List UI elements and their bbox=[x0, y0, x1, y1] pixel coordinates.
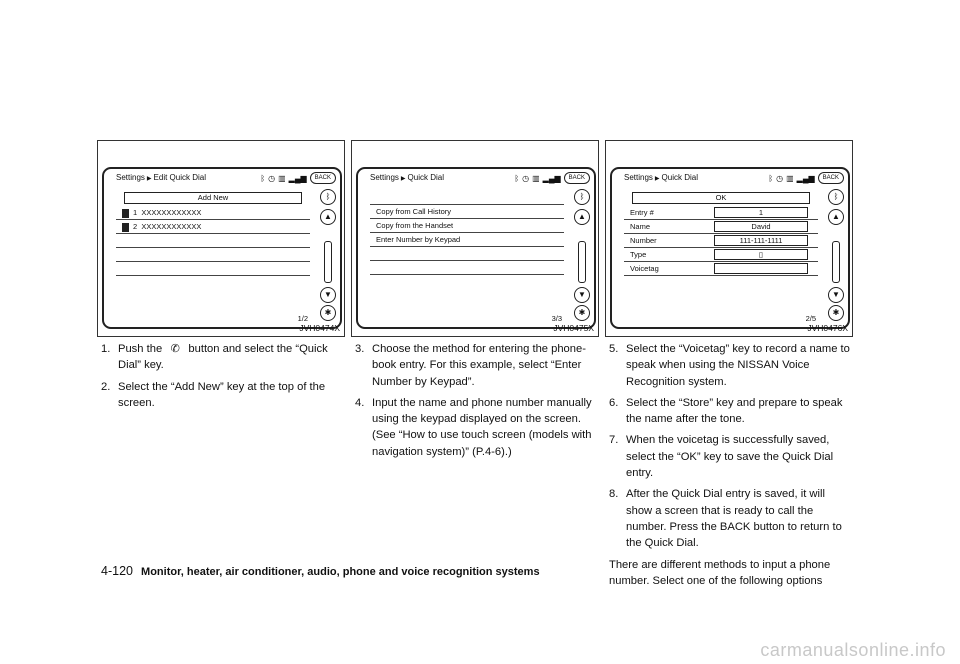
status-icons bbox=[260, 172, 336, 184]
step-7 bbox=[609, 432, 854, 481]
field-label: Entry # bbox=[630, 208, 654, 217]
entry-number-row[interactable] bbox=[624, 206, 818, 220]
scroll-down-icon[interactable]: ▼ bbox=[320, 287, 336, 303]
scroll-up-icon[interactable]: ▲ bbox=[320, 209, 336, 225]
entry-text: XXXXXXXXXXXX bbox=[141, 222, 202, 231]
step-number: 7. bbox=[609, 434, 619, 447]
entry-number: 1 bbox=[133, 208, 138, 217]
bluetooth-circle-icon[interactable]: ᛒ bbox=[828, 189, 844, 205]
back-button[interactable]: BACK bbox=[310, 172, 336, 184]
back-button[interactable]: BACK bbox=[564, 172, 590, 184]
entry-list bbox=[116, 191, 310, 276]
list-item[interactable] bbox=[116, 234, 310, 248]
step-8 bbox=[609, 486, 854, 551]
breadcrumb-settings[interactable]: Settings bbox=[624, 173, 653, 182]
list-item[interactable] bbox=[116, 262, 310, 276]
figure-caption: JVH0475X bbox=[553, 323, 594, 333]
scroll-up-icon[interactable]: ▲ bbox=[828, 209, 844, 225]
breadcrumb-settings[interactable]: Settings bbox=[116, 173, 145, 182]
step-1-post: button and select the “Quick Dial” key. bbox=[118, 343, 328, 372]
page-footer bbox=[101, 564, 540, 578]
screen-frame bbox=[610, 167, 850, 329]
step-6 bbox=[609, 395, 854, 428]
scroll-down-icon[interactable]: ▼ bbox=[574, 287, 590, 303]
bluetooth-circle-icon[interactable]: ᛒ bbox=[320, 189, 336, 205]
scrollbar[interactable] bbox=[324, 241, 332, 283]
bluetooth-icon: ᛒ bbox=[514, 173, 520, 183]
copy-handset-item[interactable]: Copy from the Handset bbox=[370, 219, 564, 233]
step-8-text: After the Quick Dial entry is saved, it will show a screen that is ready to call the number. Press the BACK button to return to the Quick Dial. bbox=[626, 488, 842, 550]
column-1-text bbox=[101, 341, 346, 416]
back-button[interactable]: BACK bbox=[818, 172, 844, 184]
step-1-pre: Push the bbox=[118, 343, 163, 355]
add-new-button[interactable]: Add New bbox=[124, 192, 302, 204]
method-list bbox=[370, 191, 564, 275]
step-4 bbox=[355, 395, 600, 460]
breadcrumb-current: Edit Quick Dial bbox=[153, 173, 206, 182]
figure-caption: JVH0474X bbox=[299, 323, 340, 333]
breadcrumb-current: Quick Dial bbox=[407, 173, 444, 182]
entry-number-field[interactable]: 1 bbox=[714, 207, 808, 218]
settings-circle-icon[interactable]: ✱ bbox=[320, 305, 336, 321]
step-6-text: Select the “Store” key and prepare to speak the name after the tone. bbox=[626, 396, 843, 426]
step-4-text: Input the name and phone number manually using the keypad displayed on the screen. (See “How to use touch screen (models with navigation system)” (P.4-6).) bbox=[372, 396, 592, 458]
phone-status-icon: ◷ bbox=[268, 173, 276, 183]
ok-button[interactable]: OK bbox=[632, 192, 810, 204]
bluetooth-circle-icon[interactable]: ᛒ bbox=[574, 189, 590, 205]
column-3-text bbox=[609, 341, 854, 589]
field-label: Type bbox=[630, 250, 647, 259]
scroll-up-icon[interactable]: ▲ bbox=[574, 209, 590, 225]
entry-text: XXXXXXXXXXXX bbox=[141, 208, 202, 217]
name-field[interactable]: David bbox=[714, 221, 808, 232]
breadcrumb-arrow-icon: ▶ bbox=[146, 176, 152, 182]
scroll-down-icon[interactable]: ▼ bbox=[828, 287, 844, 303]
step-5 bbox=[609, 341, 854, 390]
page-indicator: 1/2 bbox=[297, 314, 308, 323]
name-row[interactable] bbox=[624, 220, 818, 234]
phone-icon: ✆ bbox=[170, 343, 180, 355]
field-label: Name bbox=[630, 222, 651, 231]
signal-icon: ▂▄▆ bbox=[288, 173, 307, 183]
bluetooth-icon: ᛒ bbox=[768, 173, 774, 183]
step-number: 3. bbox=[355, 343, 365, 355]
settings-circle-icon[interactable]: ✱ bbox=[574, 305, 590, 321]
contact-icon bbox=[122, 223, 129, 232]
signal-icon: ▂▄▆ bbox=[542, 173, 561, 183]
field-label: Voicetag bbox=[630, 264, 659, 273]
list-item[interactable] bbox=[116, 220, 310, 234]
voicetag-field[interactable] bbox=[714, 263, 808, 274]
page-indicator: 3/3 bbox=[551, 314, 562, 323]
step-1 bbox=[101, 341, 346, 374]
breadcrumb-arrow-icon: ▶ bbox=[654, 176, 660, 182]
column-2-text bbox=[355, 341, 600, 465]
field-label: Number bbox=[630, 236, 657, 245]
entry-number: 2 bbox=[133, 222, 138, 231]
watermark[interactable]: carmanualsonline.info bbox=[760, 640, 946, 660]
figure-caption: JVH0476X bbox=[807, 323, 848, 333]
phone-status-icon: ◷ bbox=[776, 173, 784, 183]
breadcrumb-arrow-icon: ▶ bbox=[400, 176, 406, 182]
step-number: 6. bbox=[609, 396, 619, 409]
step-5-text: Select the “Voicetag” key to record a name to speak when using the NISSAN Voice Recognition system. bbox=[626, 343, 850, 388]
screen-frame bbox=[102, 167, 342, 329]
list-item[interactable] bbox=[370, 247, 564, 261]
step-number: 2. bbox=[101, 380, 111, 393]
page-indicator: 2/5 bbox=[805, 314, 816, 323]
number-row[interactable] bbox=[624, 234, 818, 248]
step-2-text: Select the “Add New” key at the top of the screen. bbox=[118, 380, 326, 409]
scrollbar[interactable] bbox=[832, 241, 840, 283]
step-7-text: When the voicetag is successfully saved, select the “OK” key to save the Quick Dial entry. bbox=[626, 434, 834, 480]
options-paragraph: There are different methods to input a phone number. Select one of the following options bbox=[609, 558, 831, 587]
settings-circle-icon[interactable]: ✱ bbox=[828, 305, 844, 321]
type-row[interactable] bbox=[624, 248, 818, 262]
list-item[interactable] bbox=[370, 191, 564, 205]
step-2 bbox=[101, 379, 346, 412]
status-icons bbox=[514, 172, 590, 184]
step-number: 4. bbox=[355, 396, 365, 409]
copy-call-history-item[interactable]: Copy from Call History bbox=[370, 205, 564, 219]
breadcrumb-settings[interactable]: Settings bbox=[370, 173, 399, 182]
screen-frame bbox=[356, 167, 596, 329]
enter-keypad-item[interactable]: Enter Number by Keypad bbox=[370, 233, 564, 247]
figure-quick-dial-entry bbox=[605, 140, 853, 337]
section-title: Monitor, heater, air conditioner, audio, phone and voice recognition systems bbox=[141, 566, 540, 578]
scrollbar[interactable] bbox=[578, 241, 586, 283]
list-item[interactable] bbox=[116, 206, 310, 220]
step-number: 8. bbox=[609, 488, 619, 501]
step-number: 1. bbox=[101, 343, 111, 355]
number-field[interactable]: 111-111-1111 bbox=[714, 235, 808, 246]
list-item[interactable] bbox=[370, 261, 564, 275]
figure-edit-quick-dial bbox=[97, 140, 345, 337]
signal-icon: ▂▄▆ bbox=[796, 173, 815, 183]
figure-quick-dial-methods bbox=[351, 140, 599, 337]
step-3 bbox=[355, 341, 600, 390]
breadcrumb-current: Quick Dial bbox=[661, 173, 698, 182]
step-number: 5. bbox=[609, 343, 619, 355]
status-icons bbox=[768, 172, 844, 184]
phone-status-icon: ◷ bbox=[522, 173, 530, 183]
list-item[interactable] bbox=[116, 248, 310, 262]
type-field[interactable]: ▯ bbox=[714, 249, 808, 260]
contact-icon bbox=[122, 209, 129, 218]
battery-icon: ▥ bbox=[786, 173, 794, 183]
battery-icon: ▥ bbox=[532, 173, 540, 183]
page-number: 4-120 bbox=[101, 564, 133, 578]
bluetooth-icon: ᛒ bbox=[260, 173, 266, 183]
voicetag-row[interactable] bbox=[624, 262, 818, 276]
battery-icon: ▥ bbox=[278, 173, 286, 183]
entry-form bbox=[624, 191, 818, 276]
step-3-text: Choose the method for entering the phone-book entry. For this example, select “Enter Number by Keypad”. bbox=[372, 343, 586, 388]
